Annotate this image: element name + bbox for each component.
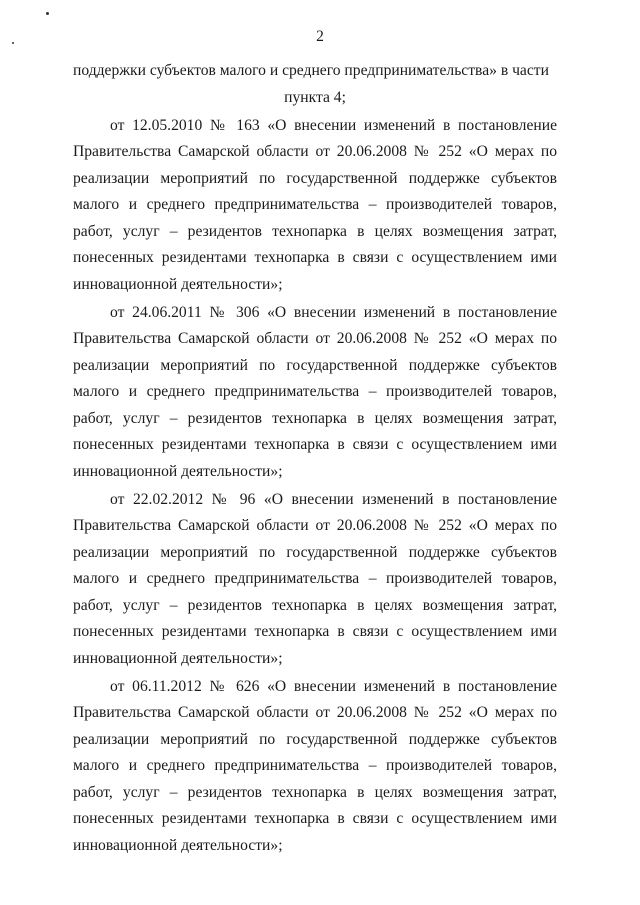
resolution-entry: от 06.11.2012 № 626 «О внесении изменений в постановление Правительства Самарской области от 20.06.2008 № 252 «О мерах по реализации мероприятий по государственной поддержке субъектов малого и среднего предпринимательства – производителей товаров, работ, услуг – резидентов технопарка в целях возмещения затрат, понесенных резидентами технопарка в связи с осуществлением ими инновационной деятельности»; bbox=[73, 677, 557, 854]
resolution-entry: от 22.02.2012 № 96 «О внесении изменений в постановление Правительства Самарской области от 20.06.2008 № 252 «О мерах по реализации мероприятий по государственной поддержке субъектов малого и среднего предпринимательства – производителей товаров, работ, услуг – резидентов технопарка в целях возмещения затрат, понесенных резидентами технопарка в связи с осуществлением ими инновационной деятельности»; bbox=[73, 490, 557, 667]
continuation-paragraph bbox=[73, 58, 557, 111]
continuation-line-end: пункта 4; bbox=[284, 88, 346, 106]
scan-speck bbox=[46, 12, 49, 15]
resolution-entry: от 24.06.2011 № 306 «О внесении изменений в постановление Правительства Самарской области от 20.06.2008 № 252 «О мерах по реализации мероприятий по государственной поддержке субъектов малого и среднего предпринимательства – производителей товаров, работ, услуг – резидентов технопарка в целях возмещения затрат, понесенных резидентами технопарка в связи с осуществлением ими инновационной деятельности»; bbox=[73, 303, 557, 480]
document-body bbox=[73, 58, 557, 861]
resolution-entry: от 12.05.2010 № 163 «О внесении изменений в постановление Правительства Самарской области от 20.06.2008 № 252 «О мерах по реализации мероприятий по государственной поддержке субъектов малого и среднего предпринимательства – производителей товаров, работ, услуг – резидентов технопарка в целях возмещения затрат, понесенных резидентами технопарка в связи с осуществлением ими инновационной деятельности»; bbox=[73, 116, 557, 293]
continuation-line: поддержки субъектов малого и среднего предпринимательства» в части bbox=[73, 62, 549, 79]
page-number: 2 bbox=[316, 28, 324, 45]
